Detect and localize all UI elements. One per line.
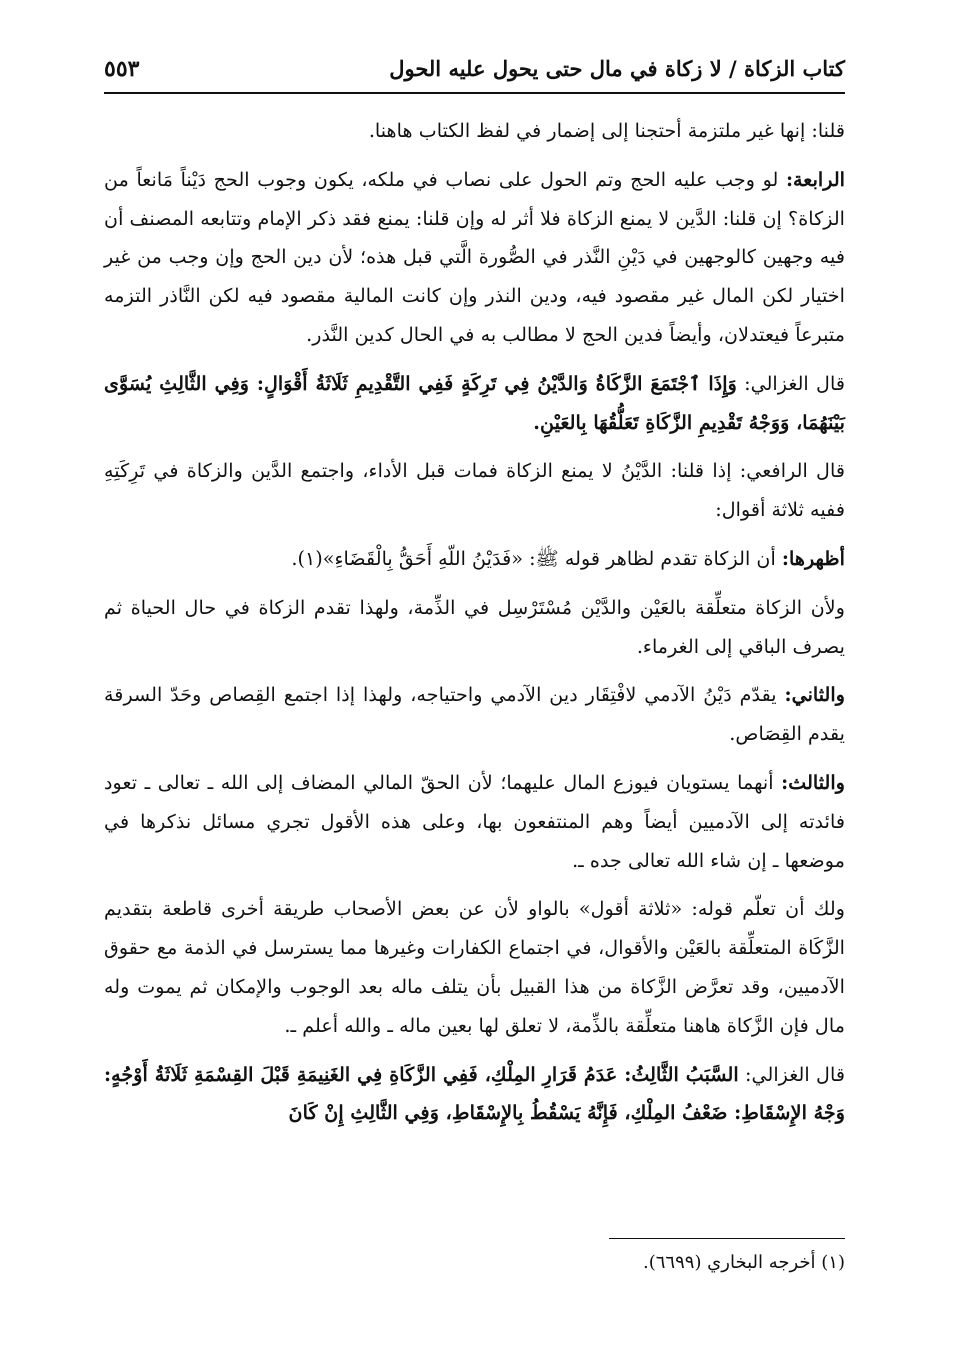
paragraph-5 xyxy=(104,540,845,579)
paragraph-label: أظهرها: xyxy=(781,546,845,570)
paragraph-4 xyxy=(104,452,845,530)
paragraph-label: والثاني: xyxy=(784,683,845,707)
paragraph-3 xyxy=(104,365,845,443)
paragraph-6 xyxy=(104,589,845,667)
paragraph-9 xyxy=(104,890,845,1045)
quoted-matn: السَّبَبُ الثَّالِثُ: عَدَمُ قَرَارِ المِلْكِ، فَفِي الزَّكَاةِ فِي الغَنِيمَةِ قَبْلَ القِسْمَةِ ثَلَاثَةُ أَوْجُهٍ: وَجْهُ الإِسْقَاطِ: ضَعْفُ المِلْكِ، فَإِنَّهُ يَسْقُطُ بِالإِسْقَاطِ، وَفِي الثَّالِثِ إِنْ كَانَ xyxy=(104,1062,845,1125)
footnote-divider xyxy=(609,1238,845,1239)
paragraph-text: ولأن الزكاة متعلِّقة بالعَيْن والدَّيْن مُسْتَرْسِل في الذِّمة، ولهذا تقدم الزكاة في حال الحياة ثم يصرف الباقي إلى الغرماء. xyxy=(104,595,845,658)
paragraph-prefix: قال الغزالي: xyxy=(738,1062,845,1086)
paragraph-text: قال الرافعي: إذا قلنا: الدَّيْنُ لا يمنع الزكاة فمات قبل الأداء، واجتمع الدَّين والزكاة في تَرِكَتِهِ ففيه ثلاثة أقوال: xyxy=(104,459,845,522)
paragraph-1 xyxy=(104,112,845,151)
paragraph-text: يقدّم دَيْنُ الآدمي لافْتِقَار دين الآدمي واحتياجه، ولهذا إذا اجتمع القِصاص وحَدّ السرقة يقدم القِصَاص. xyxy=(104,683,845,746)
paragraph-7 xyxy=(104,676,845,754)
paragraph-text: أنهما يستويان فيوزع المال عليهما؛ لأن الحقّ المالي المضاف إلى الله ـ تعالى ـ تعود فائدته إلى الآدميين أيضاً وهم المنتفعون بها، وعلى هذه الأقول تجري مسائل نذكرها في موضعها ـ إن شاء الله تعالى جده ـ. xyxy=(104,770,845,872)
paragraph-10 xyxy=(104,1056,845,1134)
page-header xyxy=(104,52,845,94)
footnote: (١) أخرجه البخاري (٦٦٩٩). xyxy=(643,1252,845,1273)
main-text xyxy=(104,112,845,1143)
paragraph-label: الرابعة: xyxy=(785,167,845,191)
quoted-matn: وَإِذَا ٱجْتَمَعَ الزَّكَاةُ وَالدَّيْنُ فِي تَرِكَةٍ فَفِي التَّقْدِيمِ ثَلَاثَةُ أَقْوَالٍ: وَفِي الثَّالِثِ يُسَوَّى بَيْنَهُمَا، وَوَجْهُ تَقْدِيمِ الزَّكَاةِ تَعَلُّقُهَا بِالعَيْنِ. xyxy=(104,371,845,434)
paragraph-text: قلنا: إنها غير ملتزمة أحتجنا إلى إضمار في لفظ الكتاب هاهنا. xyxy=(368,119,845,142)
paragraph-text: لو وجب عليه الحج وتم الحول على نصاب في ملكه، يكون وجوب الحج دَيْناً مَانعاً من الزكاة؟ إن قلنا: الدَّين لا يمنع الزكاة فلا أثر له وإن قلنا: يمنع فقد ذكر الإمام وتتابعه المصنف أن فيه وجهين كالوجهين في دَيْنِ النَّذر في الصُّورة الَّتي قبل هذه؛ لأن دين الحج وإن وجب من غير اختيار لكن المال غير مقصود فيه، ودين النذر وإن كانت المالية مقصود فيه لكن النَّاذر التزمه متبرعاً فيعتدلان، وأيضاً فدين الحج لا مطالب به في الحال كدين النَّذر. xyxy=(104,167,845,346)
running-title: كتاب الزكاة / لا زكاة في مال حتى يحول عليه الحول xyxy=(389,56,845,81)
paragraph-8 xyxy=(104,764,845,880)
paragraph-text: أن الزكاة تقدم لظاهر قوله ﷺ: «فَدَيْنُ اللّهِ أَحَقُّ بِالْقَضَاءِ»(١). xyxy=(291,546,782,570)
paragraph-text: ولك أن تعلّم قوله: «ثلاثة أقول» بالواو لأن عن بعض الأصحاب طريقة أخرى قاطعة بتقديم الزَّكَاة المتعلِّقة بالعَيْن والأقوال، في اجتماع الكفارات وغيرها مما يسترسل في الذمة مع حقوق الآدميين، وقد تعرَّض الزَّكاة من هذا القبيل بأن يتلف ماله بعد الوجوب والإمكان ثم يموت وله مال فإن الزَّكاة هاهنا متعلِّقة بالذِّمة، لا تعلق لها بعين ماله ـ والله أعلم ـ. xyxy=(104,897,845,1037)
paragraph-2 xyxy=(104,161,845,355)
paragraph-label: والثالث: xyxy=(781,770,845,794)
paragraph-prefix: قال الغزالي: xyxy=(736,371,845,395)
page-number: ٥٥٣ xyxy=(104,56,140,82)
